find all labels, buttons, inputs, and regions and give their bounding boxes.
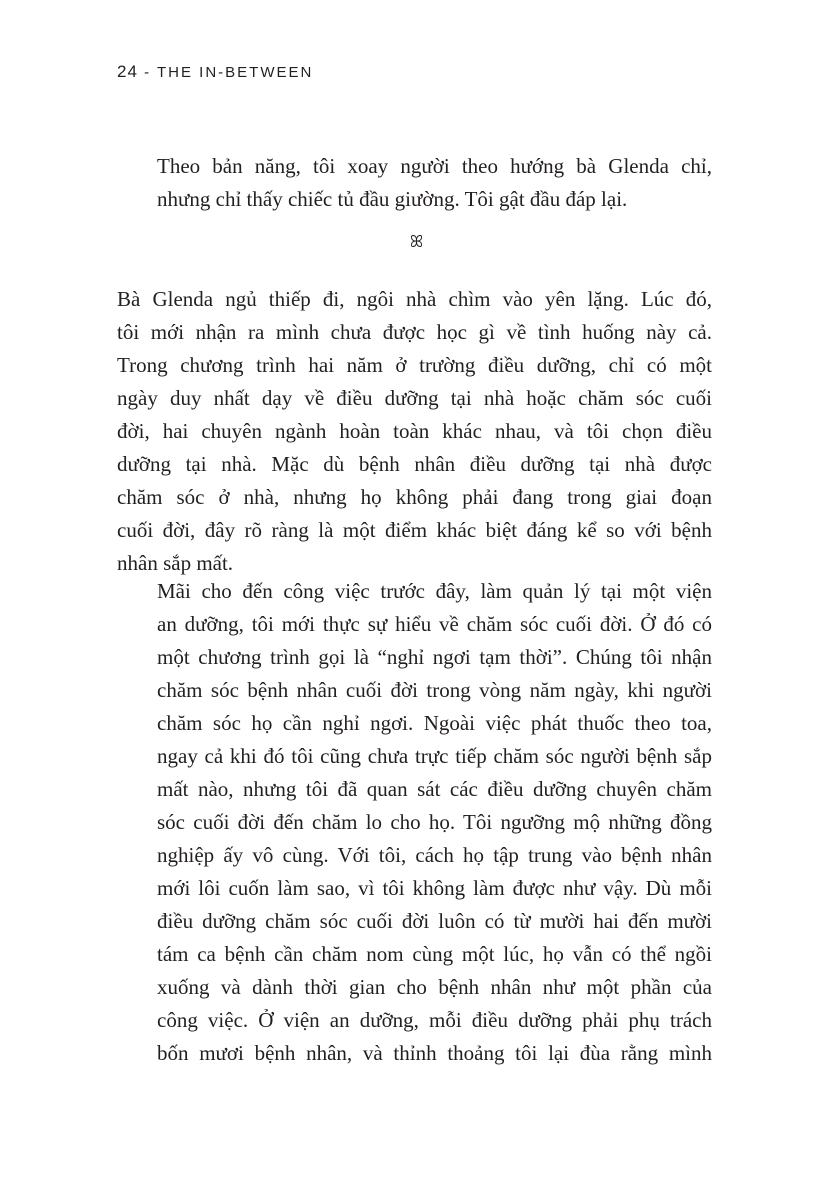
text-line: bốn mươi bệnh nhân, và thỉnh thoảng tôi lại đùa rằng mình bbox=[157, 1041, 712, 1065]
text-line: Trong chương trình hai năm ở trường điều dưỡng, chỉ có một bbox=[117, 353, 712, 377]
page-number: 24 bbox=[117, 62, 138, 81]
text-line: ngày duy nhất dạy về điều dưỡng tại nhà hoặc chăm sóc cuối bbox=[117, 386, 712, 410]
text-line: mất nào, nhưng tôi đã quan sát các điều dưỡng chuyên chăm bbox=[157, 777, 712, 801]
paragraph bbox=[117, 575, 712, 1070]
text-line: Mãi cho đến công việc trước đây, làm quản lý tại một viện bbox=[157, 579, 712, 603]
text-line: công việc. Ở viện an dưỡng, mỗi điều dưỡng phải phụ trách bbox=[157, 1008, 712, 1032]
text-line: tôi mới nhận ra mình chưa được học gì về tình huống này cả. bbox=[117, 320, 712, 344]
text-line: một chương trình gọi là “nghỉ ngơi tạm thời”. Chúng tôi nhận bbox=[157, 645, 712, 669]
paragraph-1 bbox=[117, 150, 712, 216]
paragraph-2 bbox=[117, 283, 712, 580]
text-line: Bà Glenda ngủ thiếp đi, ngôi nhà chìm vào yên lặng. Lúc đó, bbox=[117, 287, 712, 311]
running-head bbox=[117, 62, 313, 82]
text-line: cuối đời, đây rõ ràng là một điểm khác biệt đáng kể so với bệnh bbox=[117, 518, 712, 542]
text-line: Theo bản năng, tôi xoay người theo hướng bà Glenda chỉ, bbox=[157, 154, 712, 178]
text-line: đời, hai chuyên ngành hoàn toàn khác nhau, và tôi chọn điều bbox=[117, 419, 712, 443]
book-title: THE IN-BETWEEN bbox=[156, 64, 314, 81]
text-line: nghiệp ấy vô cùng. Với tôi, cách họ tập trung vào bệnh nhân bbox=[157, 843, 712, 867]
text-line: ngay cả khi đó tôi cũng chưa trực tiếp chăm sóc người bệnh sắp bbox=[157, 744, 712, 768]
running-head-separator: - bbox=[137, 64, 157, 81]
text-line: nhưng chỉ thấy chiếc tủ đầu giường. Tôi gật đầu đáp lại. bbox=[157, 187, 628, 211]
text-line: nhân sắp mất. bbox=[117, 551, 234, 575]
text-line: điều dưỡng chăm sóc cuối đời luôn có từ mười hai đến mười bbox=[157, 909, 712, 933]
text-line: an dưỡng, tôi mới thực sự hiểu về chăm sóc cuối đời. Ở đó có bbox=[157, 612, 712, 636]
paragraph-3 bbox=[117, 575, 712, 1070]
paragraph bbox=[117, 283, 712, 580]
text-line: chăm sóc họ cần nghỉ ngơi. Ngoài việc phát thuốc theo toa, bbox=[157, 711, 712, 735]
section-break-ornament: ꕤ bbox=[409, 234, 424, 251]
text-line: chăm sóc bệnh nhân cuối đời trong vòng năm ngày, khi người bbox=[157, 678, 712, 702]
text-line: xuống và dành thời gian cho bệnh nhân như một phần của bbox=[157, 975, 712, 999]
text-line: tám ca bệnh cần chăm nom cùng một lúc, họ vẫn có thể ngồi bbox=[157, 942, 712, 966]
text-line: chăm sóc ở nhà, nhưng họ không phải đang trong giai đoạn bbox=[117, 485, 712, 509]
text-line: dưỡng tại nhà. Mặc dù bệnh nhân điều dưỡng tại nhà được bbox=[117, 452, 712, 476]
paragraph bbox=[117, 150, 712, 216]
text-line: mới lôi cuốn làm sao, vì tôi không làm được như vậy. Dù mỗi bbox=[157, 876, 712, 900]
text-line: sóc cuối đời đến chăm lo cho họ. Tôi ngưỡng mộ những đồng bbox=[157, 810, 712, 834]
